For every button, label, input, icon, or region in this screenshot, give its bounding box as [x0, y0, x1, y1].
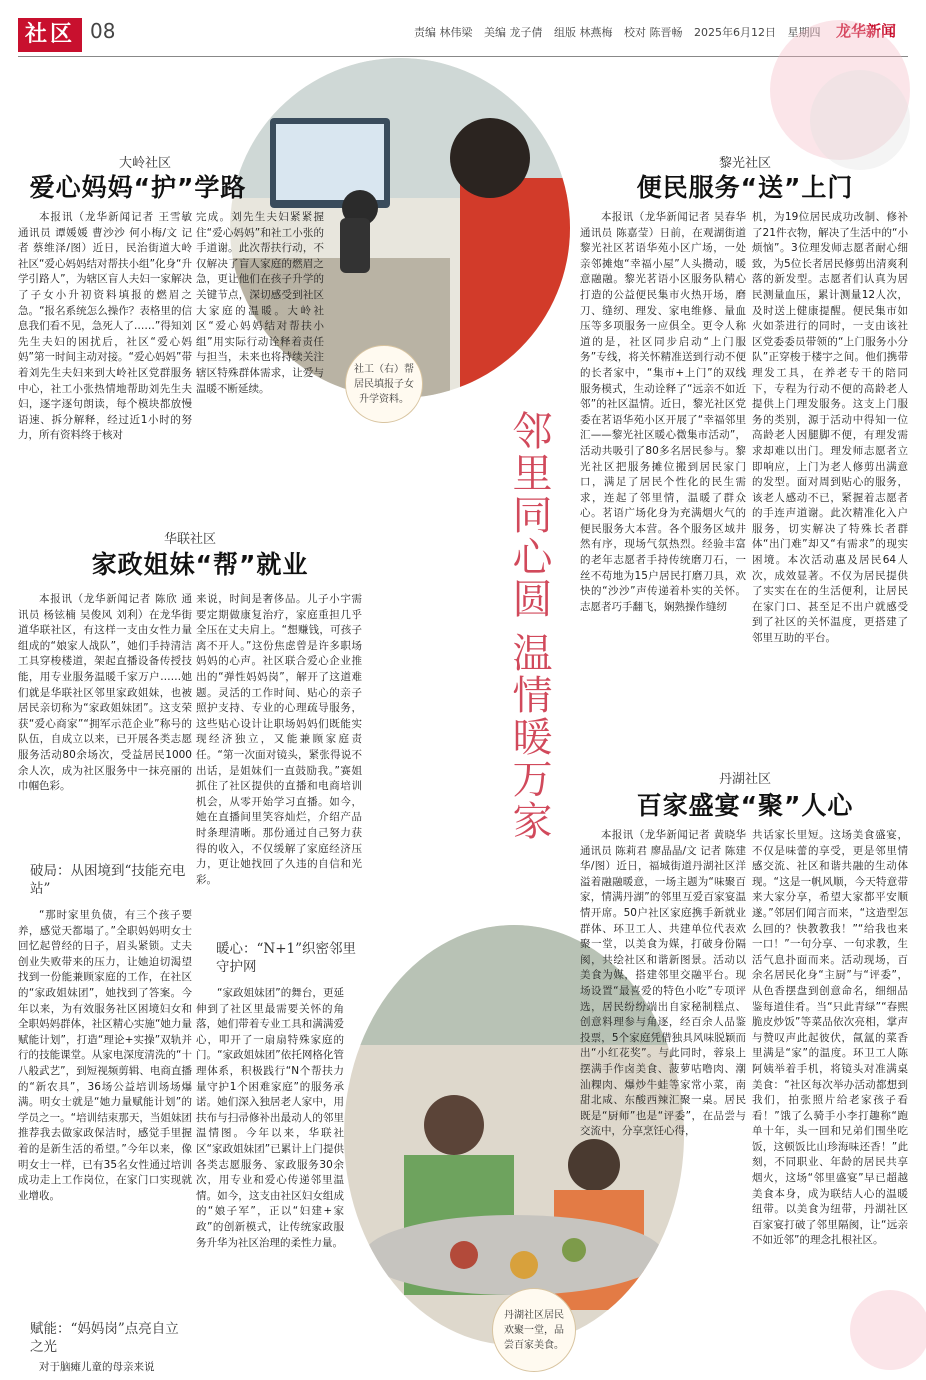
article1-col-left — [18, 210, 192, 500]
article2-subhead-1: 破局：从困境到“技能充电站” — [30, 863, 186, 897]
feature-title-line2: 温情暖万家 — [506, 632, 552, 842]
article2-subhead-2: 赋能：“妈妈岗”点亮自立之光 — [30, 1321, 179, 1355]
article1-col-right — [196, 210, 324, 500]
article2-text-2a: 来说，时间是奢侈品。儿子小宇需要定期做康复治疗，家庭重担几乎全压在丈夫肩上。“想赚钱，可孩子离不开人。”这份焦虑曾是许多职场妈妈的心声。社区联合爱心企业推出的“弹性妈妈岗”，解开了这道难题。灵活的工作时间、贴心的亲子照护支持、专业的心理疏导服务，这些贴心设计让职场妈妈们既能实现经济独立，又能兼顾家庭责任。“第一次面对镜头，紧张得说不出话，是姐妹们一直鼓励我。”赛姐抓住了社区提供的直播和电商培训机会，从零开始学习直播。如今，她在直播间里笑容灿烂，介绍产品时条理清晰。那份通过自己努力获得的收入，不仅缓解了家庭经济压力，更让她找回了久违的自信和光彩。 — [196, 593, 362, 886]
article2-col1 — [18, 592, 192, 860]
article1-headline: 爱心妈妈“护”学路 — [29, 173, 247, 202]
article3-text-1: 本报讯（龙华新闻记者 吴春华 通讯员 陈嘉莹）日前，在观湖街道黎光社区茗语华苑小区广场，一处亲邻摊炮“幸福小屋”人头攒动，暖意融融。黎光茗语小区服务队精心打造的公益便民集市火热开场，磨刀、缝纫、理发、家电维修、量血压等多项服务一应俱全。更令人称道的是，社区同步启动“上门服务”专线，将关怀精准送到行动不便的长者家中，“集市+上门”的双线服务模式，生动诠释了“远亲不如近邻”的社区温情。近日，黎光社区党委在茗语华苑小区开展了“幸福邻里汇——黎光社区暖心微集市活动”，活动共吸引了80多名居民参与。黎光社区把服务摊位搬到居民家门口，满足了居民个性化的民生需求，连起了邻里情，温暖了群众心。茗语广场化身为充满烟火气的便民服务大本营。各个服务区域井然有序，现场气氛热烈。经验丰富的老年志愿者手持传统磨刀石，一丝不苟地为15户居民打磨刀具，欢快的“沙沙”声传递着朴实的关怀。志愿者巧手翻飞，娴熟操作缝纫 — [580, 211, 746, 613]
article2-subhead-3: 暖心：“N+1”织密邻里守护网 — [216, 941, 357, 975]
feature-vertical-title — [452, 410, 552, 890]
page-number: 08 — [90, 19, 116, 43]
deco-circle-grey — [810, 70, 910, 170]
credit-editor: 责编 林伟梁 — [414, 26, 473, 39]
top-photo-caption — [345, 345, 423, 423]
article3-kicker: 黎光社区 — [718, 156, 771, 171]
issue-weekday: 星期四 — [787, 26, 821, 39]
issue-date: 2025年6月12日 — [694, 26, 776, 39]
article2-text-2b: “家政姐妹团”的舞台，更延伸到了社区里最需要关怀的角落，她们带着专业工具和满满爱心，叩开了一扇扇特殊家庭的门。“家政姐妹团”依托网格化管理体系，积极践行“N个帮扶力量守护1个困难家庭”的服务承诺。她们深入独居老人家中，用扶布与扫帚修补出最动人的邻里温情图。今年以来，华联社区“家政姐妹团”已累计上门提供各类志愿服务、家政服务30余次，用专业和爱心传递邻里温情。如今，这支由社区妇女组成的“娘子军”，正以“妇建+家政”的创新模式，让传统家政服务升华为社区治理的柔性力量。 — [196, 987, 344, 1249]
article4-text-2: 共话家长里短。这场美食盛宴，不仅是味蕾的享受，更是邻里情感交流、社区和谐共融的生动体现。“这是一帆风顺，今天特意带来大家分享，希望大家都平安顺遂。”邻居们闻言而来，“这造型怎么回的？快教教我！”“给我也来一口！”一句分享、一句求教，生活气息扑面而来。活动现场，百余名居民化身“主厨”与“评委”，从色香摆盘到创意命名，细细品鉴每道佳肴。当“只此青绿”“春熙脆皮炒饭”等菜品依次亮相，掌声与赞叹声此起彼伏，氤氲的菜香里满是“家”的温度。环卫工人陈阿姨举着手机，将镜头对准满桌美食：“社区每次举办活动都想到我们，拍张照片给老家孩子看看！”饿了么骑手小李打趣称“跑单十年，头一回和兄弟们围坐吃饭，这顿饭比山珍海味还香！”此刻，不同职业、年龄的居民共享烟火，这场“邻里盛宴”早已超越美食本身，成为联结人心的温暖纽带。以美食为纽带，丹湖社区百家宴打破了邻里隔阂，让“远亲不如近邻”的理念扎根社区。 — [752, 829, 908, 1247]
article2-text-1c: 对于脑瘫儿童的母亲来说 — [39, 1361, 155, 1373]
article3-text-2: 机，为19位居民成功改制、修补了21件衣物，解决了生活中的“小烦恼”。3位理发师志愿者耐心细致，为5位长者居民修剪出清爽利落的新发型。志愿者们认真为居民测量血压，累计测量12人次，及时送上健康提醒。便民集市如火如荼进行的同时，一支由该社区党委委员带领的“上门服务小分队”正穿梭于楼宇之间。他们携带理发工具，在养老专干的陪同下，专程为行动不便的高龄老人提供上门理发服务。这支上门服务的类别，源于活动中得知一位高龄老人因腿脚不便，有理发需求却难以出门。理发师志愿者立即响应，上门为老人修剪出满意的发型。面对周到贴心的服务，该老人感动不已，紧握着志愿者的手连声道谢。此次精准化入户服务，切实解决了特殊长者群体“出门难”却又“有需求”的现实困境。本次活动惠及居民64人次，成效显著。不仅为居民提供了实实在在的生活便利，让居民在家门口、甚至足不出户就感受到了社区的关怀温度，更搭建了邻里互助的平台。 — [752, 211, 908, 645]
article3-col2 — [752, 210, 908, 740]
section-tag: 社区 — [18, 18, 82, 52]
article2-col1c — [18, 1360, 192, 1378]
article2-col1b — [18, 908, 192, 1316]
article2-kicker: 华联社区 — [163, 532, 216, 547]
article2-text-1b: “那时家里负债，有三个孩子要养，感觉天都塌了。”全职妈妈明女士回忆起曾经的日子，眉头紧锁。丈夫创业失败带来的压力，让她迫切渴望找到一份能兼顾家庭的工作，在社区的“家政姐妹团”，她找到了答案。今年以来，为有效服务社区困境妇女和全职妈妈群体，社区精心实施“她力量赋能计划”，打造“理论+实操”双轨并行的技能课堂。从家电深度清洗的“十八般武艺”，到短视频剪辑、电商直播的“新农具”，36场公益培训场场爆满。明女士就是“她力量赋能计划”的学员之一。“培训结束那天，当姐妹团推荐我去做家政保洁时，感觉手里握着的是新生活的希望。”今年以来，像明女士一样，已有35名女性通过培训成功走上工作岗位，在家门口实现就业增收。 — [18, 909, 192, 1202]
article1-text-left: 本报讯（龙华新闻记者 王雪敏 通讯员 谭媛媛 曹沙沙 何小梅/文 记者 蔡维泽/图）近日，民治街道大岭社区“爱心妈妈结对帮扶小组”化身“升学引路人”，为辖区盲人夫妇一家解决了子女小升初资料填报的燃眉之急。“报名系统怎么操作？表格里的信息我们看不见，急死人了……”得知刘先生夫妇的困扰后，社区“爱心妈妈”第一时间主动对接。“爱心妈妈”带着刘先生夫妇来到大岭社区党群服务中心，社工小张热情地帮助刘先生夫妇，逐字逐句朗读，每个模块都放慢语速、拆分解释，经过近1小时的努力，所有资料终于核对 — [18, 211, 192, 442]
article4-headline: 百家盛宴“聚”人心 — [636, 791, 854, 820]
article4-kicker: 丹湖社区 — [718, 772, 771, 787]
article1-text-right: 完成。刘先生夫妇紧紧握住“爱心妈妈”和社工小张的手道谢。此次帮扶行动，不仅解决了盲人家庭的燃眉之急，更让他们在孩子升学的关键节点，深切感受到社区大家庭的温暖。大岭社区“爱心妈妈结对帮扶小组”用实际行动诠释着责任与担当，未来也将持续关注辖区特殊群体需求，让爱与温暖不断延续。 — [196, 211, 324, 395]
newspaper-logo: 龙华新闻 — [836, 22, 897, 40]
article4-col1 — [580, 828, 746, 1373]
article2-col2a — [196, 592, 362, 937]
credits-line — [414, 24, 829, 40]
article1-kicker: 大岭社区 — [118, 156, 171, 171]
article4-text-1: 本报讯（龙华新闻记者 黄晓华 通讯员 陈莉君 廖晶晶/文 记者 陈建华/图）近日，福城街道丹湖社区洋溢着融融暖意，一场主题为“味聚百家，情满丹湖”的邻里互爱百家宴温情开席。50户社区家庭携手新就业群体、环卫工人、共建单位代表欢聚一堂，以美食为媒，打破身份隔阂，共绘社区和谐新图景。活动以美食为媒，搭建邻里交融平台。现场设置“最喜爱的特色小吃”专项评选，居民纷纷端出自家秘制糕点、创意料理参与角逐，经百余人品鉴投票，5个家庭凭借独具风味脱颖而出“小红花奖”。与此同时，蓉泉上摆满手作卤美食、菠萝咕噜肉、潮汕粿肉、爆炒牛蛙等家常小菜，南甜北咸、东酸西辣汇聚一桌。居民既是“厨师”也是“评委”，在品尝与交流中，分享烹饪心得， — [580, 829, 746, 1138]
article4-col2 — [752, 828, 908, 1373]
bottom-photo-caption-text: 丹湖社区居民欢聚一堂，品尝百家美食。 — [504, 1309, 564, 1351]
article3-headline: 便民服务“送”上门 — [636, 173, 854, 202]
article3-col1 — [580, 210, 746, 730]
header-rule — [18, 56, 908, 57]
article2-col2b — [196, 986, 344, 1376]
article2-headline: 家政姐妹“帮”就业 — [91, 550, 309, 579]
credit-layout: 组版 林燕梅 — [554, 26, 613, 39]
top-photo-caption-text: 社工（右）帮居民填报子女升学资料。 — [354, 363, 414, 405]
feature-title-line1: 邻里同心圆 — [506, 410, 552, 620]
article2-text-1a: 本报讯（龙华新闻记者 陈欣 通讯员 杨铉楠 吴俊风 刘利）在龙华街道华联社区，有这样一支由女性力量组成的“娘家人战队”，她们手持清洁工具穿梭楼道，架起直播设备传授技能，用专业服务温暖千家万户……她们就是华联社区邻里家政姐妹，也被居民亲切称为“家政姐妹团”。这支荣获“爱心商家”“拥军示范企业”称号的队伍，自成立以来，已开展各类志愿服务活动80余场次，受益居民1000余人次，成为社区服务中一抹亮丽的巾帼色彩。 — [18, 593, 192, 793]
bottom-photo-caption — [492, 1288, 576, 1372]
credit-proofreader: 校对 陈晋畅 — [624, 26, 683, 39]
credit-designer: 美编 龙子倩 — [484, 26, 543, 39]
